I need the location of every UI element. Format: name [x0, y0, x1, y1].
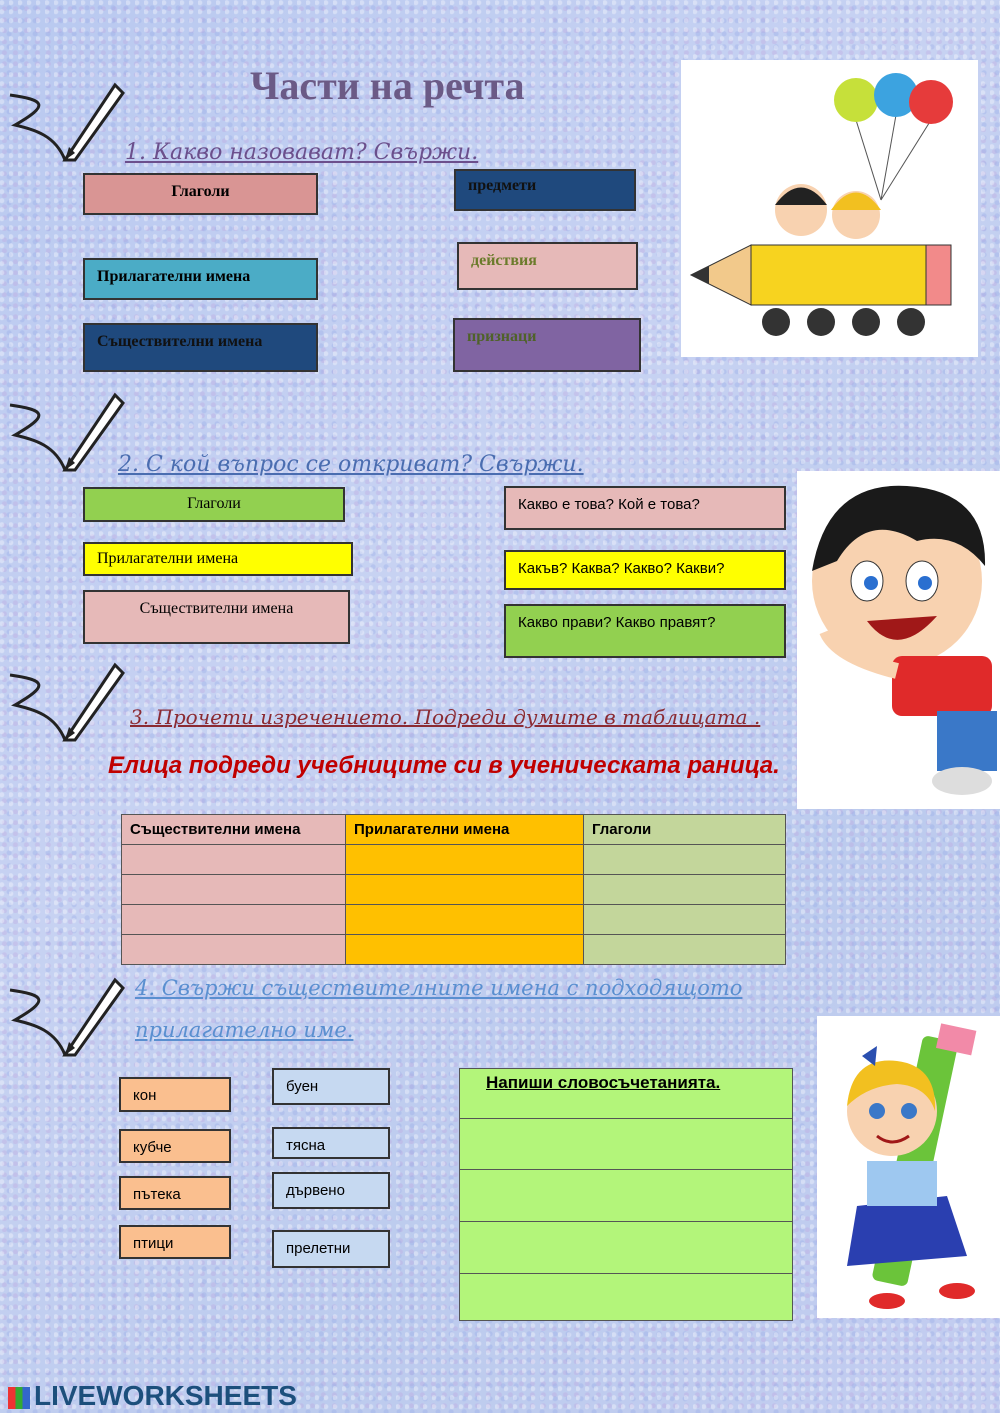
s2-right-what-kind[interactable]: Какъв? Каква? Какво? Какви? [504, 550, 786, 590]
pen-check-icon [5, 75, 125, 165]
table-cell[interactable] [122, 905, 346, 935]
table-cell[interactable] [346, 905, 584, 935]
word-sort-table [121, 814, 786, 965]
kids-pencil-car-image [681, 60, 978, 357]
s4-noun-kubche[interactable]: кубче [119, 1129, 231, 1163]
page-title: Части на речта [250, 63, 525, 108]
s1-left-verbs[interactable]: Глаголи [83, 173, 318, 215]
s2-left-verbs[interactable]: Глаголи [83, 487, 345, 522]
table-row [122, 935, 786, 965]
s2-right-what-does[interactable]: Какво прави? Какво правят? [504, 604, 786, 658]
table-header-nouns: Съществителни имена [122, 815, 346, 845]
section3-heading: 3. Прочети изречението. Подреди думите в таблицата . [130, 705, 761, 729]
section3-sentence: Елица подреди учебниците си в ученическата раница. [108, 752, 780, 779]
waving-boy-image [797, 471, 1000, 809]
table-cell[interactable] [122, 935, 346, 965]
logo-icon [8, 1387, 30, 1409]
s4-adj-tyasna[interactable]: тясна [272, 1127, 390, 1159]
s4-noun-puteka[interactable]: пътека [119, 1176, 231, 1210]
table-cell[interactable] [584, 845, 786, 875]
section4-heading: 4. Свържи съществителните имена с подходящото прилагателно име. [135, 976, 743, 1042]
s2-left-nouns[interactable]: Съществителни имена [83, 590, 350, 644]
s1-right-objects[interactable]: предмети [454, 169, 636, 211]
table-row [122, 845, 786, 875]
s2-left-adjectives[interactable]: Прилагателни имена [83, 542, 353, 576]
table-row [122, 905, 786, 935]
write-line[interactable] [460, 1274, 792, 1323]
section1-heading: 1. Какво назовават? Свържи. [125, 140, 479, 165]
table-row [122, 875, 786, 905]
pen-check-icon [5, 970, 125, 1060]
s1-left-adjectives[interactable]: Прилагателни имена [83, 258, 318, 300]
girl-with-pencil-image [817, 1016, 1000, 1318]
footer-brand [8, 1380, 297, 1412]
s4-noun-ptitsi[interactable]: птици [119, 1225, 231, 1259]
write-line[interactable] [460, 1119, 792, 1170]
s4-noun-kon[interactable]: кон [119, 1077, 231, 1112]
table-cell[interactable] [122, 875, 346, 905]
table-cell[interactable] [346, 935, 584, 965]
write-title: Напиши словосъчетанията. [486, 1073, 721, 1092]
table-header-adjectives: Прилагателни имена [346, 815, 584, 845]
s1-left-nouns[interactable]: Съществителни имена [83, 323, 318, 372]
write-title-row [460, 1069, 792, 1119]
s4-adj-darveno[interactable]: дървено [272, 1172, 390, 1209]
write-line[interactable] [460, 1170, 792, 1222]
table-cell[interactable] [122, 845, 346, 875]
s2-right-what-who[interactable]: Какво е това? Кой е това? [504, 486, 786, 530]
table-cell[interactable] [584, 905, 786, 935]
write-phrases-box [459, 1068, 793, 1321]
s1-right-attributes[interactable]: признаци [453, 318, 641, 372]
write-line[interactable] [460, 1222, 792, 1274]
table-header-verbs: Глаголи [584, 815, 786, 845]
table-cell[interactable] [584, 935, 786, 965]
s4-adj-buen[interactable]: буен [272, 1068, 390, 1105]
pen-check-icon [5, 385, 125, 475]
table-cell[interactable] [346, 875, 584, 905]
s1-right-actions[interactable]: действия [457, 242, 638, 290]
table-cell[interactable] [584, 875, 786, 905]
s4-adj-preletni[interactable]: прелетни [272, 1230, 390, 1268]
section2-heading: 2. С кой въпрос се откриват? Свържи. [118, 452, 584, 477]
footer-brand-text: LIVEWORKSHEETS [34, 1380, 297, 1411]
pen-check-icon [5, 655, 125, 745]
table-cell[interactable] [346, 845, 584, 875]
table-header-row [122, 815, 786, 845]
